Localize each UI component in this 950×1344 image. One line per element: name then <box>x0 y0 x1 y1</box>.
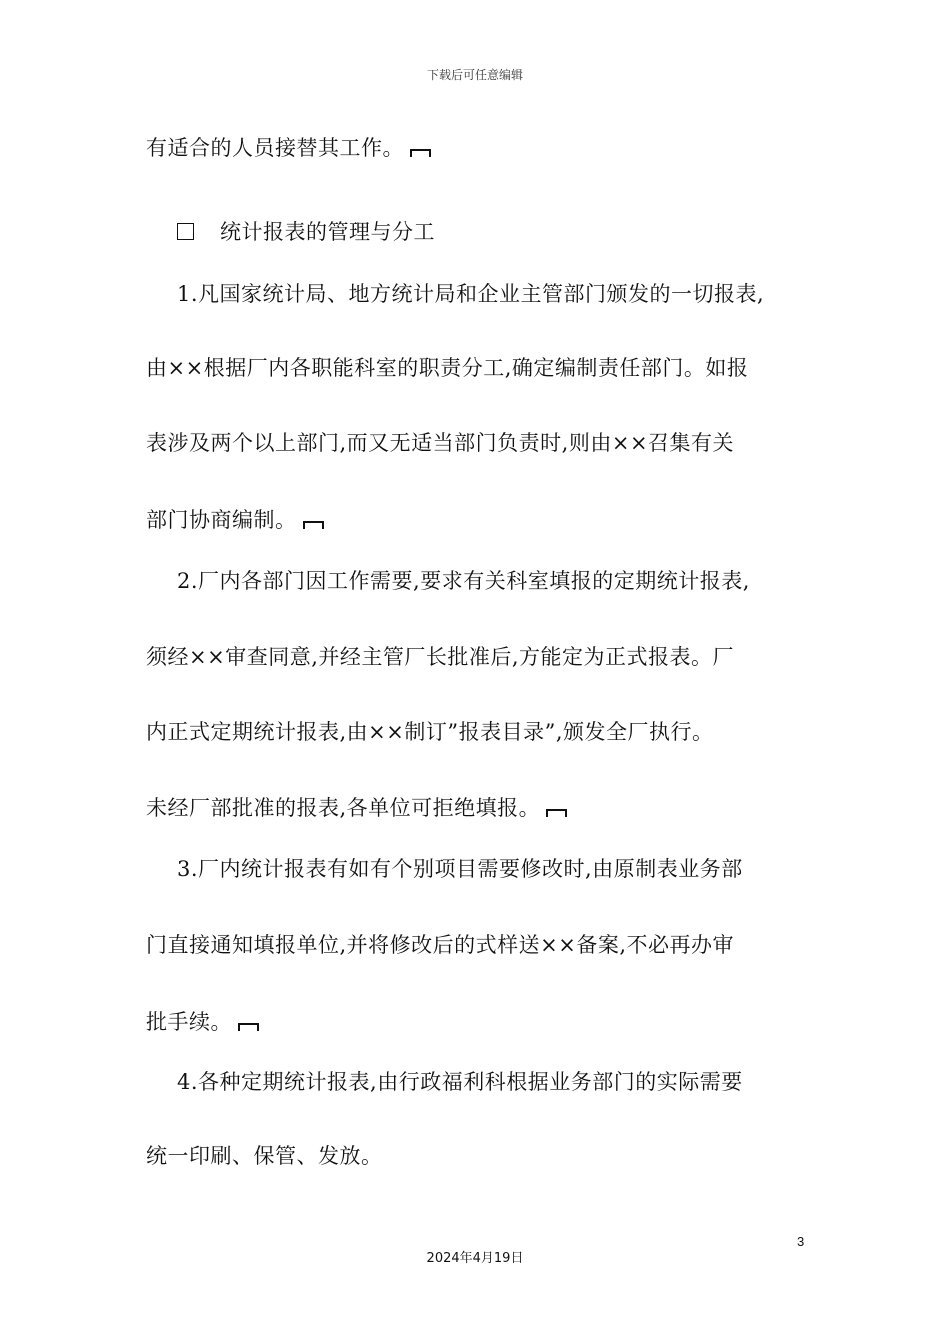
section-heading: 统计报表的管理与分工 <box>177 218 435 246</box>
page-number: 3 <box>797 1234 805 1249</box>
text-line: 由××根据厂内各职能科室的职责分工,确定编制责任部门。如报 <box>146 356 749 380</box>
text-line: 表涉及两个以上部门,而又无适当部门负责时,则由××召集有关 <box>146 431 735 455</box>
text-line: 1.凡国家统计局、地方统计局和企业主管部门颁发的一切报表, <box>177 282 765 306</box>
text-line: 未经厂部批准的报表,各单位可拒绝填报。 <box>146 794 567 822</box>
paragraph-mark-icon <box>238 1023 259 1031</box>
paragraph-mark-icon <box>303 521 324 529</box>
checkbox-icon <box>177 223 194 240</box>
paragraph-mark-icon <box>410 149 431 157</box>
text-line: 内正式定期统计报表,由××制订”报表目录”,颁发全厂执行。 <box>146 720 714 744</box>
text-line: 4.各种定期统计报表,由行政福利科根据业务部门的实际需要 <box>177 1070 743 1094</box>
page-header: 下载后可任意编辑 <box>426 68 523 82</box>
text-line: 有适合的人员接替其工作。 <box>146 134 431 162</box>
text-line: 批手续。 <box>146 1008 259 1036</box>
footer-date: 2024年4月19日 <box>426 1251 524 1266</box>
text-line: 门直接通知填报单位,并将修改后的式样送××备案,不必再办审 <box>146 933 735 957</box>
text-line: 须经××审查同意,并经主管厂长批准后,方能定为正式报表。厂 <box>146 645 735 669</box>
text-line: 3.厂内统计报表有如有个别项目需要修改时,由原制表业务部 <box>177 857 743 881</box>
text-line: 统一印刷、保管、发放。 <box>146 1144 383 1168</box>
text-line: 部门协商编制。 <box>146 506 324 534</box>
text-line: 2.厂内各部门因工作需要,要求有关科室填报的定期统计报表, <box>177 569 750 593</box>
paragraph-mark-icon <box>546 809 567 817</box>
